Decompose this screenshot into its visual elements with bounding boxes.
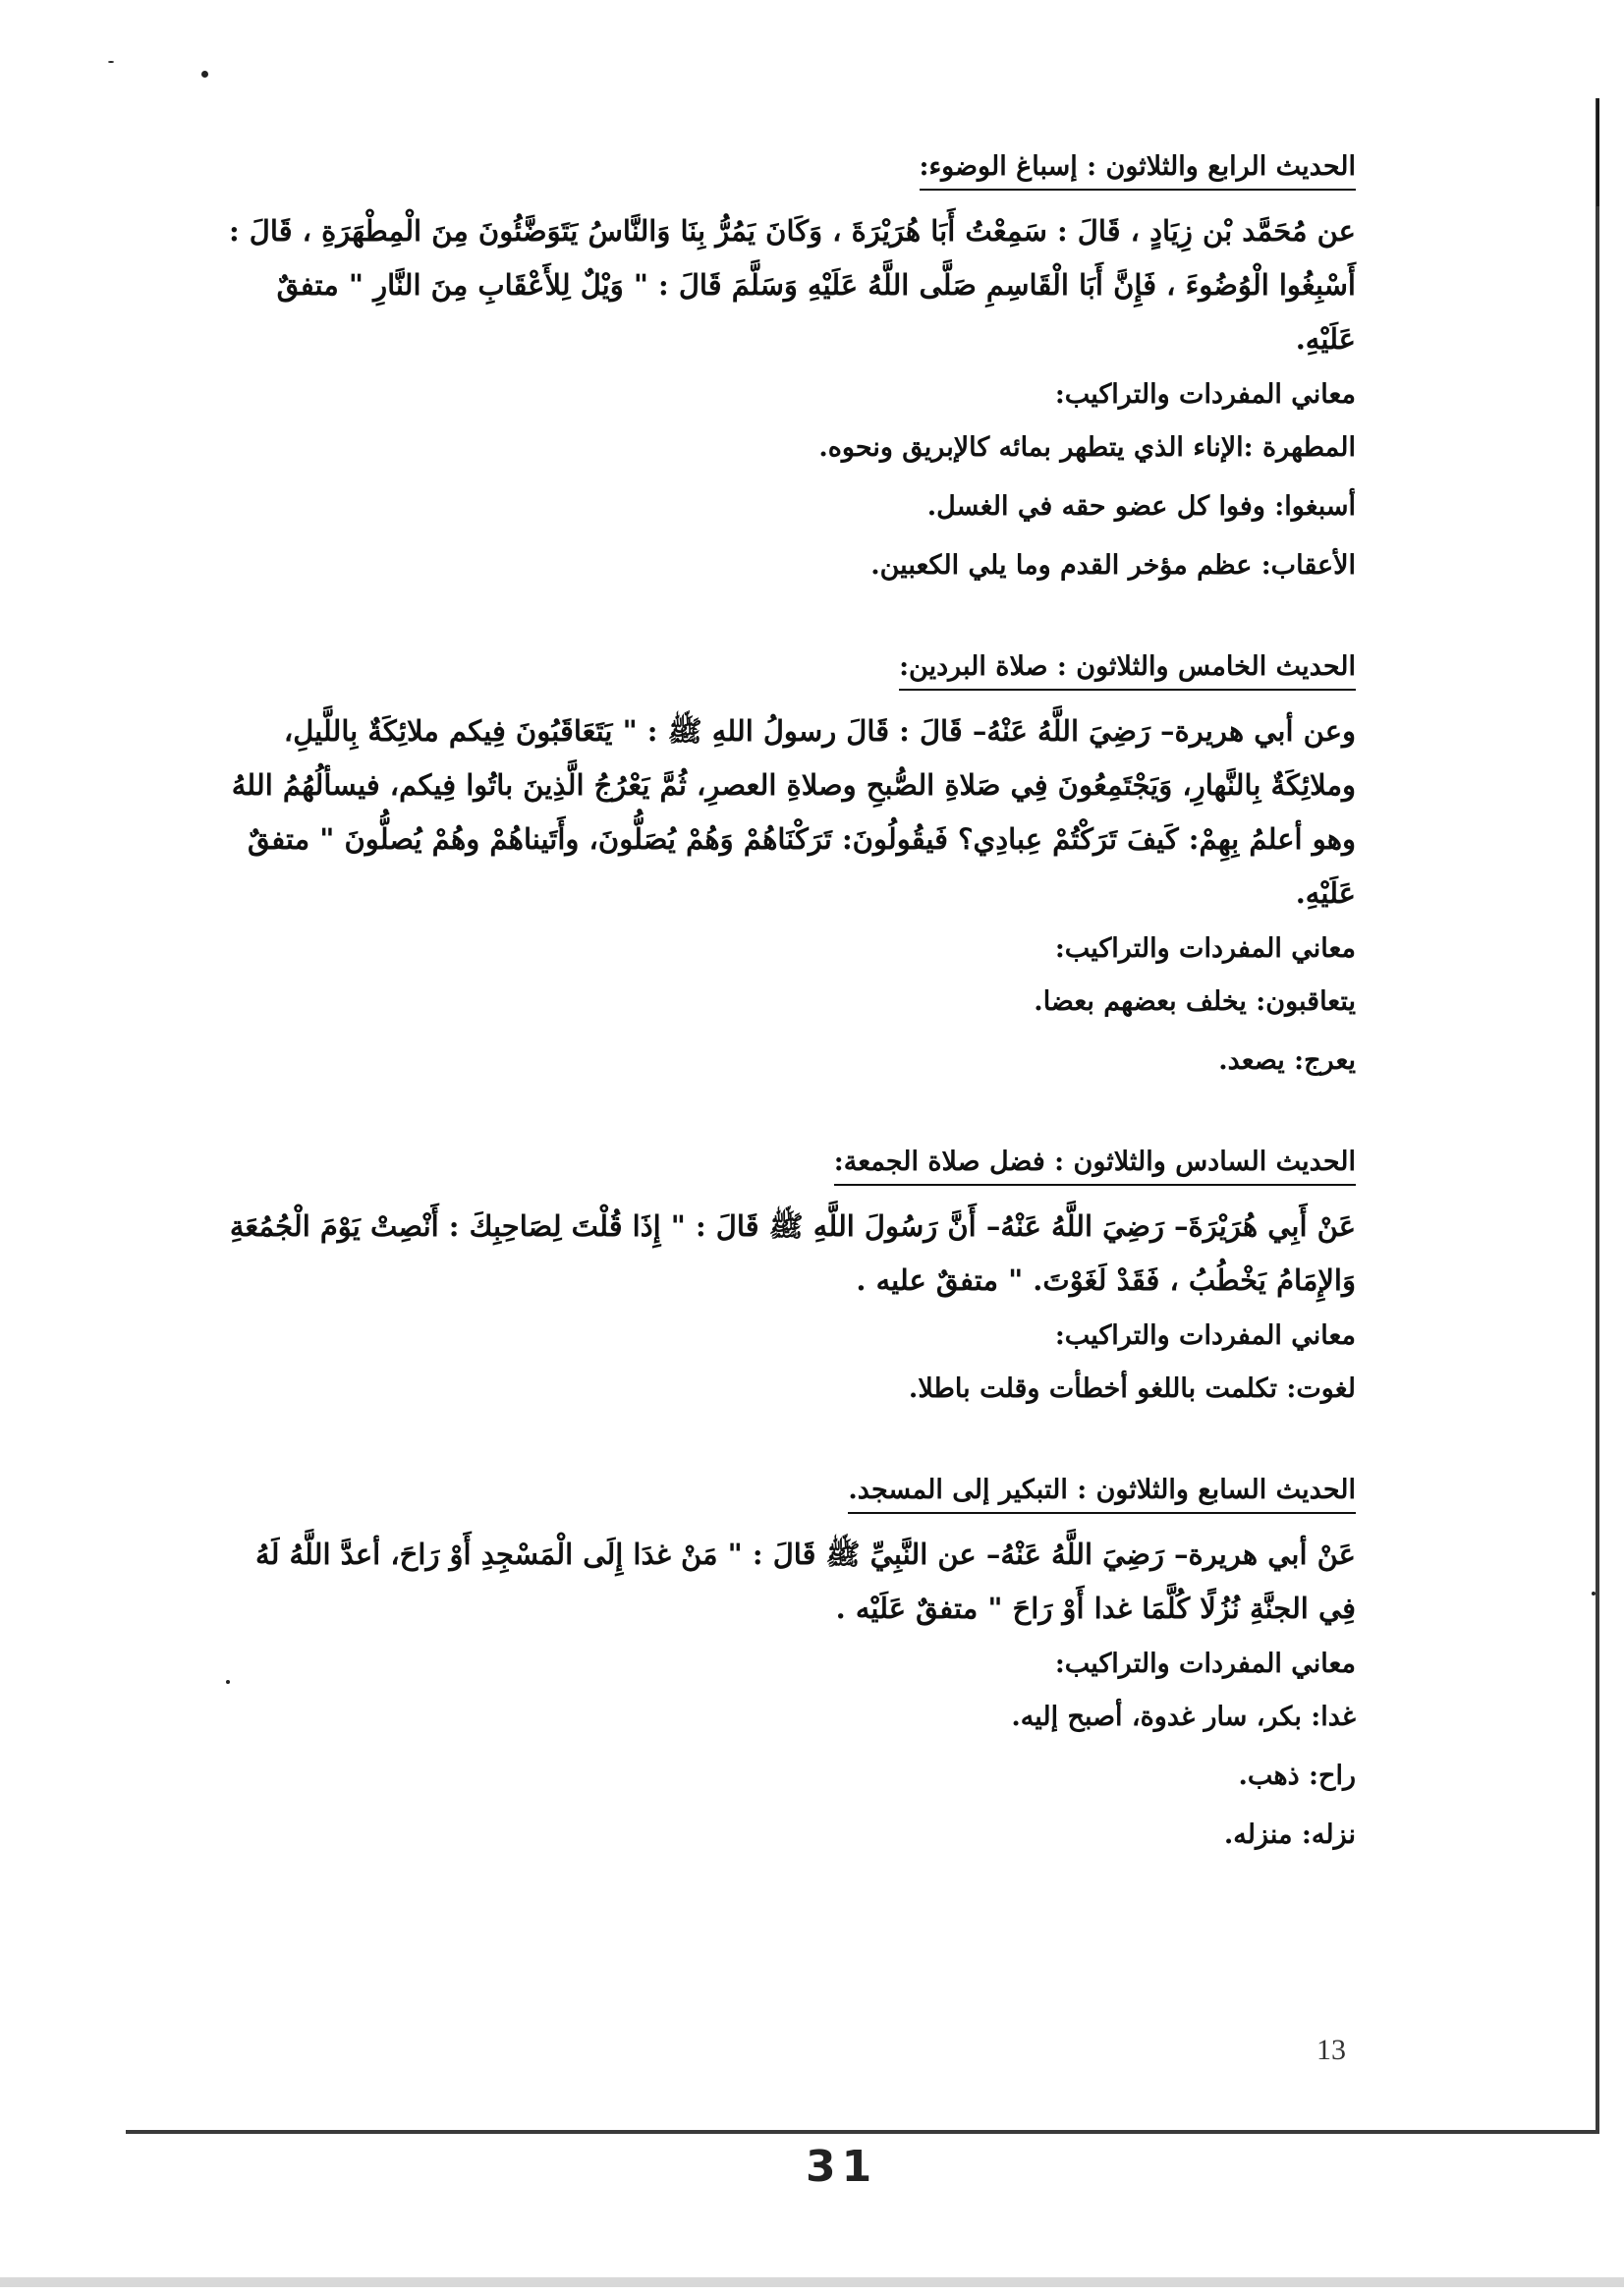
hadith-section-34: [226, 147, 1356, 587]
vocab-heading: معاني المفردات والتراكيب:: [1054, 933, 1356, 964]
vocab-heading: معاني المفردات والتراكيب:: [1054, 1320, 1356, 1351]
hadith-title: الحديث السابع والثلاثون : التبكير إلى المسجد.: [848, 1471, 1356, 1514]
scan-bottom-band: [0, 2277, 1624, 2287]
vocab-item: راح: ذهب.: [1238, 1761, 1356, 1791]
vocab-item: غدا: بكر، سار غدوة، أصبح إليه.: [1011, 1702, 1356, 1732]
hadith-section-37: [226, 1471, 1356, 1856]
hadith-title: الحديث الخامس والثلاثون : صلاة البردين:: [899, 647, 1356, 691]
vocab-item: أسبغوا: وفوا كل عضو حقه في الغسل.: [926, 491, 1356, 522]
scan-edge-mark: [1596, 98, 1599, 206]
hadith-title: الحديث السادس والثلاثون : فضل صلاة الجمعة:: [834, 1143, 1356, 1186]
vocab-item: المطهرة :الإناء الذي يتطهر بمائه كالإبريق ونحوه.: [818, 432, 1356, 463]
handwritten-page-number: 31: [806, 2142, 878, 2192]
vocab-item: الأعقاب: عظم مؤخر القدم وما يلي الكعبين.: [870, 550, 1356, 581]
hadith-section-36: [226, 1143, 1356, 1410]
hadith-text: وعن أبي هريرة– رَضِيَ اللَّهُ عَنْهُ– قَالَ : قَالَ رسولُ اللهِ ﷺ : " يَتَعَاقَبُونَ فِيكم ملائِكَةٌ بِاللَّيلِ، وملائِكَةٌ بِالنَّهارِ، وَيَجْتَمِعُونَ فِي صَلاةِ الصُّبحِ وصلاةِ العصرِ، ثُمَّ يَعْرُجُ الَّذِينَ باتُوا فِيكم، فيسألُهُمُ اللهُ وهو أعلمُ بِهِمْ: كَيفَ تَرَكْتُمْ عِبادِي؟ فَيقُولُونَ: تَرَكْنَاهُمْ وَهُمْ يُصَلُّونَ، وأَتَيناهُمْ وهُمْ يُصلُّونَ " متفقٌ عَلَيْهِ.: [231, 714, 1356, 910]
vocab-item: يعرج: يصعد.: [1218, 1045, 1356, 1076]
vocab-heading: معاني المفردات والتراكيب:: [1054, 1649, 1356, 1679]
scan-speck: [1592, 1592, 1596, 1595]
document-body: [226, 147, 1356, 1917]
vocab-item: يتعاقبون: يخلف بعضهم بعضا.: [1034, 986, 1356, 1017]
vocab-item: لغوت: تكلمت باللغو أخطأت وقلت باطلا.: [908, 1373, 1356, 1404]
scan-speck: [108, 61, 114, 63]
vocab-item: نزله: منزله.: [1223, 1819, 1356, 1850]
hadith-title: الحديث الرابع والثلاثون : إسباغ الوضوء:: [920, 147, 1356, 191]
hadith-text: عَنْ أبي هريرة– رَضِيَ اللَّهُ عَنْهُ– عن النَّبِيِّ ﷺ قَالَ : " مَنْ غدَا إِلَى الْمَسْجِدِ أَوْ رَاحَ، أعدَّ اللَّهُ لَهُ فِي الجنَّةِ نُزُلًا كُلَّمَا غدا أَوْ رَاحَ " متفقٌ عَلَيْه .: [255, 1538, 1356, 1625]
page-number: 13: [1316, 2034, 1346, 2066]
hadith-section-35: [226, 647, 1356, 1082]
hadith-text: عن مُحَمَّد بْن زِيَادٍ ، قَالَ : سَمِعْتُ أَبَا هُرَيْرَةَ ، وَكَانَ يَمُرُّ بِنَا وَالنَّاسُ يَتَوَضَّئُونَ مِنَ الْمِطْهَرَةِ ، قَالَ : أَسْبِغُوا الْوُضُوءَ ، فَإِنَّ أَبَا الْقَاسِمِ صَلَّى اللَّهُ عَلَيْهِ وَسَلَّمَ قَالَ : " وَيْلٌ لِلأَعْقَابِ مِنَ النَّارِ " متفقٌ عَلَيْهِ.: [228, 214, 1356, 356]
scan-speck: [201, 71, 208, 78]
hadith-text: عَنْ أَبِي هُرَيْرَةَ– رَضِيَ اللَّهُ عَنْهُ– أَنَّ رَسُولَ اللَّهِ ﷺ قَالَ : " إِذَا قُلْتَ لِصَاحِبِكَ : أَنْصِتْ يَوْمَ الْجُمُعَةِ وَالإِمَامُ يَخْطُبُ ، فَقَدْ لَغَوْتَ. " متفقٌ عليه .: [229, 1209, 1356, 1297]
vocab-heading: معاني المفردات والتراكيب:: [1054, 379, 1356, 410]
